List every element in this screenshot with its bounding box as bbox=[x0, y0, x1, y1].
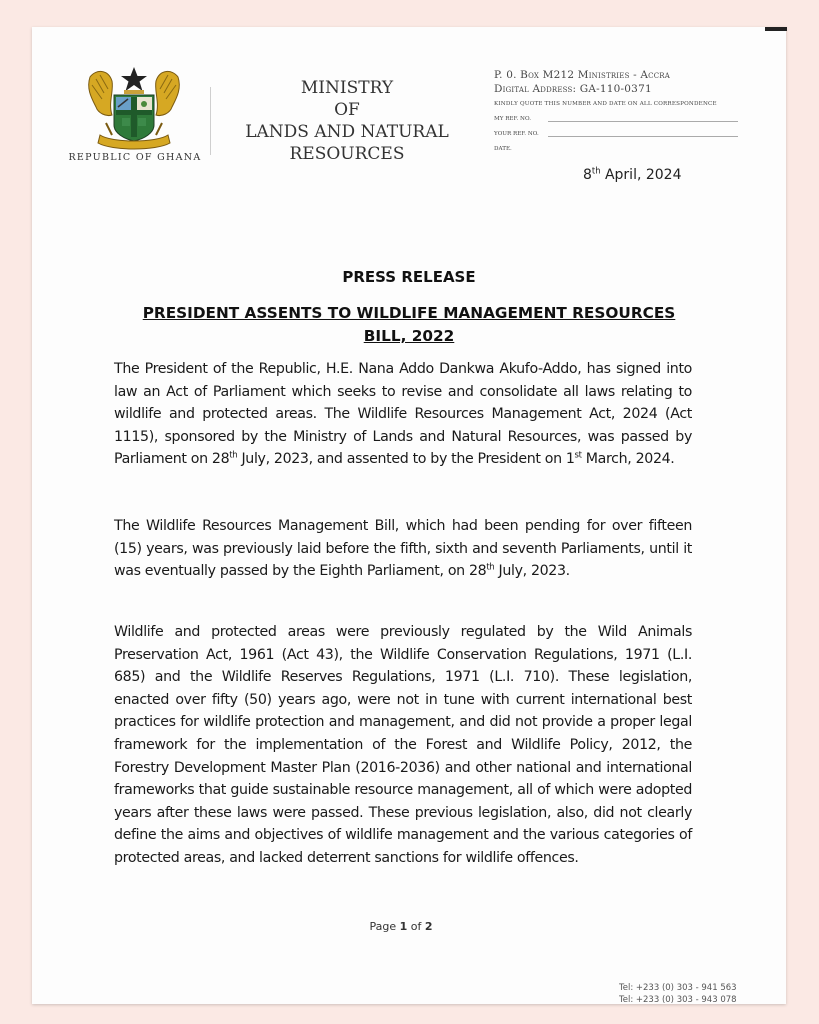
text-run: March, 2024. bbox=[581, 451, 675, 468]
country-label: REPUBLIC OF GHANA bbox=[68, 152, 202, 163]
date-row bbox=[494, 146, 744, 152]
ordinal-suffix: th bbox=[229, 450, 238, 461]
date-suffix: th bbox=[591, 165, 601, 176]
date-month-year: April, 2024 bbox=[600, 167, 682, 183]
ministry-name bbox=[227, 77, 467, 165]
ministry-line: LANDS AND NATURAL bbox=[245, 122, 449, 142]
telephone-numbers bbox=[619, 982, 737, 1004]
ministry-line: MINISTRY bbox=[300, 78, 394, 98]
page-of: of bbox=[407, 920, 425, 933]
header-divider bbox=[210, 87, 211, 155]
text-run: The Wildlife Resources Management Bill, which had been pending for over fifteen (15) years, was previously laid before the fifth, sixth and seventh Parliaments, until it was eventually passed by the Eighth Parliament, on 28 bbox=[114, 518, 692, 580]
paragraph-2 bbox=[114, 515, 692, 583]
kindly-quote-note: KINDLY QUOTE THIS NUMBER AND DATE ON ALL CORRESPONDENCE bbox=[494, 101, 717, 107]
address-block bbox=[494, 68, 744, 152]
headline-line: BILL, 2022 bbox=[363, 327, 455, 345]
your-ref-line bbox=[548, 135, 738, 137]
page-current: 1 bbox=[399, 920, 408, 933]
ministry-line: OF bbox=[334, 100, 360, 120]
date-day: 8 bbox=[583, 167, 592, 183]
document-page bbox=[32, 27, 786, 1004]
ordinal-suffix: th bbox=[486, 562, 495, 573]
document-date bbox=[583, 167, 682, 183]
ministry-line: RESOURCES bbox=[289, 144, 405, 164]
my-ref-row bbox=[494, 116, 744, 122]
ghana-coat-of-arms-icon bbox=[82, 63, 186, 153]
page-number bbox=[32, 920, 770, 933]
telephone-line: Tel: +233 (0) 303 - 943 078 bbox=[619, 995, 737, 1004]
ordinal-suffix: st bbox=[574, 450, 582, 461]
text-run: July, 2023. bbox=[494, 563, 570, 580]
digital-address: Digital Address: GA-110-0371 bbox=[494, 83, 652, 95]
my-ref-line bbox=[548, 120, 738, 122]
po-box: P. 0. Box M212 Ministries - Accra bbox=[494, 69, 671, 81]
my-ref-label: MY REF. NO. bbox=[494, 116, 531, 122]
headline bbox=[112, 302, 706, 348]
paragraph-3: Wildlife and protected areas were previously regulated by the Wild Animals Preservation Act, 1961 (Act 43), the Wildlife Conservation Regulations, 1971 (L.I. 685) and the Wildlife Reserves Regulations, 1971 (L.I. 710). These legislation, enacted over fifty (50) years ago, were not in tune with current international best practices for wildlife protection and management, and did not provide a proper legal framework for the implementation of the Forest and Wildlife Policy, 2012, the Forestry Development Master Plan (2016-2036) and other national and international frameworks that guide sustainable resource management, all of which were adopted years after these laws were passed. These previous legislation, also, did not clearly define the aims and objectives of wildlife management and the various categories of protected areas, and lacked deterrent sanctions for wildlife offences. bbox=[114, 624, 692, 866]
text-run: The President of the Republic, H.E. Nana Addo Dankwa Akufo-Addo, has signed into law an Act of Parliament which seeks to revise and consolidate all laws relating to wildlife and protected areas. The Wildlife Resources Management Act, 2024 (Act 1115), sponsored by the Ministry of Lands and Natural Resources, was passed by Parliament on 28 bbox=[114, 361, 692, 468]
corner-mark bbox=[765, 27, 787, 31]
your-ref-row bbox=[494, 131, 744, 137]
telephone-line: Tel: +233 (0) 303 - 941 563 bbox=[619, 983, 737, 993]
text-run: July, 2023, and assented to by the President on 1 bbox=[237, 451, 575, 468]
page-total: 2 bbox=[424, 920, 433, 933]
headline-line: PRESIDENT ASSENTS TO WILDLIFE MANAGEMENT RESOURCES bbox=[142, 304, 676, 322]
page-prefix: Page bbox=[369, 920, 400, 933]
press-release-title: PRESS RELEASE bbox=[342, 268, 476, 286]
your-ref-label: YOUR REF. NO. bbox=[494, 131, 539, 137]
date-label: DATE. bbox=[494, 146, 512, 152]
paragraph-1 bbox=[114, 358, 692, 471]
